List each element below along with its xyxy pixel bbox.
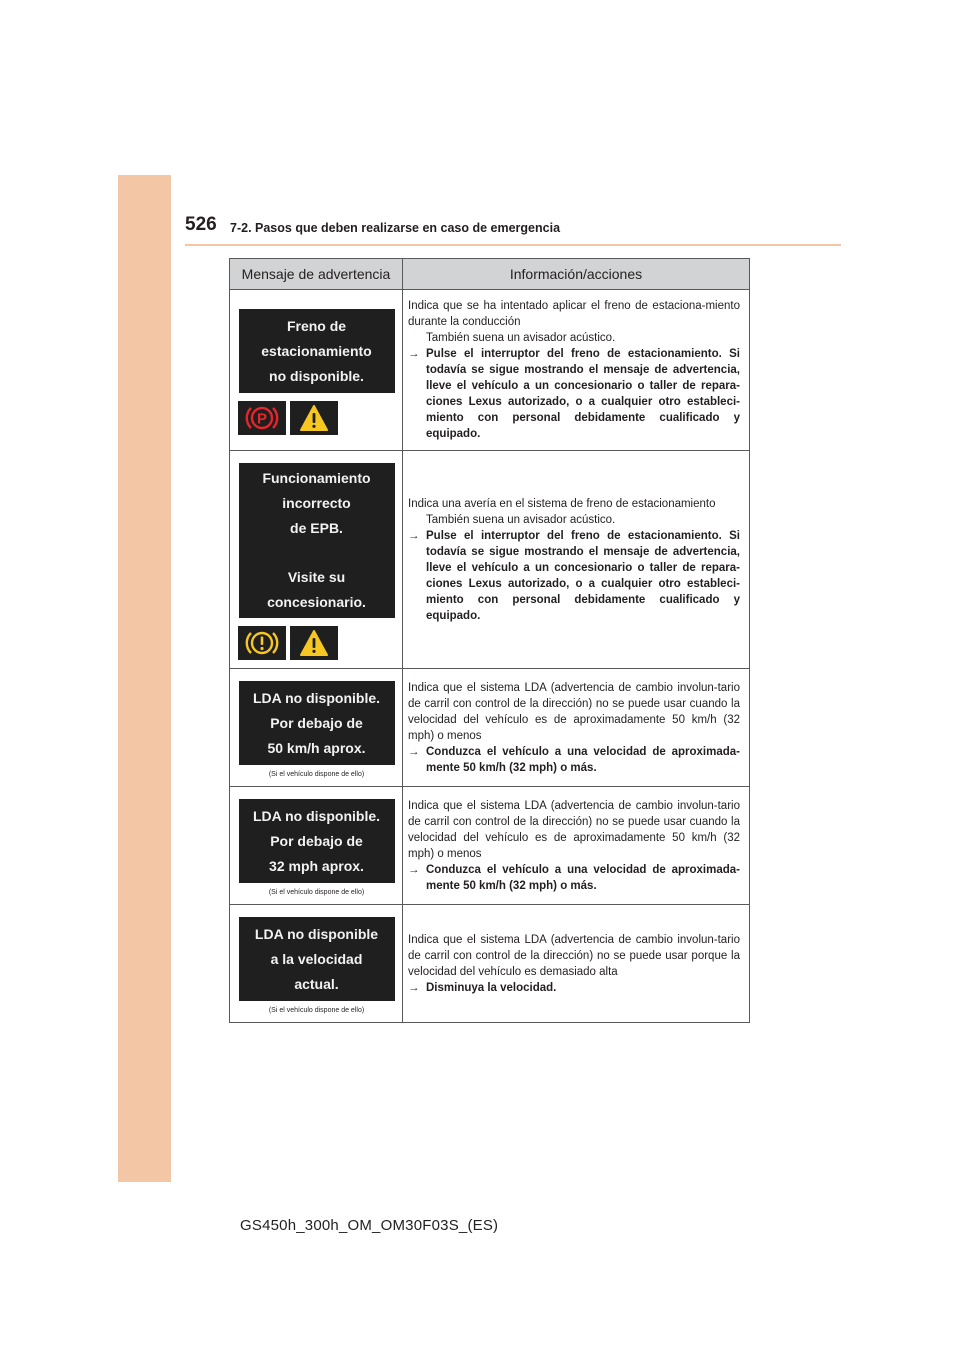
action-text: Conduzca el vehículo a una velocidad de aproximada-mente 50 km/h (32 mph) o más. — [426, 863, 740, 892]
table-row — [230, 669, 750, 787]
display-line: concesionario. — [267, 594, 366, 610]
action-item — [408, 528, 740, 624]
arrow-right-icon: → — [408, 348, 420, 360]
display-screen — [239, 799, 395, 883]
table-row — [230, 290, 750, 451]
info-text: Indica una avería en el sistema de freno de estacionamiento — [408, 497, 716, 510]
action-text: Pulse el interruptor del freno de estacionamiento. Si todavía se sigue mostrando el mensaje de advertencia, lleve el vehículo a un concesionario o taller de repara-ciones Lexus autorizado, o a cualquier otro estableci-miento con personal debidamente cualificado y equipado. — [426, 348, 740, 440]
display-line: Por debajo de — [270, 714, 363, 731]
display-line: estacionamiento — [261, 342, 372, 359]
action-text: Disminuya la velocidad. — [426, 981, 557, 994]
section-title: 7-2. Pasos que deben realizarse en caso de emergencia — [230, 221, 561, 235]
arrow-right-icon: → — [408, 981, 420, 994]
display-screen — [239, 681, 395, 765]
document-code: GS450h_300h_OM_OM30F03S_(ES) — [240, 1217, 499, 1234]
message-cell — [230, 451, 403, 669]
info-text: Indica que se ha intentado aplicar el freno de estaciona-miento durante la conducción — [408, 300, 740, 328]
info-text: Indica que el sistema LDA (advertencia de cambio involun-tario de carril con control de la dirección) no se puede usar cuando la velocidad del vehículo es de aproximadamente 50 km/h (32 mph) o menos — [408, 799, 740, 860]
arrow-right-icon: → — [408, 529, 420, 542]
availability-note: (Si el vehículo dispone de ello) — [268, 771, 365, 778]
action-item — [408, 346, 740, 442]
arrow-right-icon: → — [408, 745, 420, 758]
brake-system-icon — [238, 626, 286, 660]
info-cell — [403, 290, 750, 451]
message-cell — [230, 905, 403, 1023]
display-screen — [239, 463, 395, 618]
action-text: Conduzca el vehículo a una velocidad de aproximada-mente 50 km/h (32 mph) o más. — [426, 745, 740, 774]
arrow-right-icon: → — [408, 863, 420, 876]
warning-triangle-icon — [290, 626, 338, 660]
header-rule — [185, 244, 841, 246]
info-text: Indica que el sistema LDA (advertencia de cambio involun-tario de carril con control de la dirección) no se puede usar cuando la velocidad del vehículo es de aproximadamente 50 km/h (32 mph) o menos — [408, 681, 740, 742]
action-item — [408, 862, 740, 894]
display-line: a la velocidad — [270, 950, 363, 967]
info-cell — [403, 451, 750, 669]
svg-text:P: P — [256, 410, 268, 428]
display-line: LDA no disponible. — [252, 689, 381, 706]
parking-brake-icon — [238, 401, 286, 435]
table-row — [230, 787, 750, 905]
action-text: Pulse el interruptor del freno de estacionamiento. Si todavía se sigue mostrando el mensaje de advertencia, lleve el vehículo a un concesionario o taller de repara-ciones Lexus autorizado, o a cualquier otro estableci-miento con personal debidamente cualificado y equipado. — [426, 529, 740, 622]
display-spacer — [239, 541, 395, 565]
info-cell — [403, 905, 750, 1023]
message-cell — [230, 787, 403, 905]
table-row — [230, 451, 750, 669]
page-header — [185, 214, 841, 248]
availability-note: (Si el vehículo dispone de ello) — [268, 1007, 365, 1014]
table-header-row — [230, 259, 750, 290]
display-screen — [239, 917, 395, 1001]
indicator-icons — [238, 626, 396, 660]
info-subtext: También suena un avisador acústico. — [426, 332, 616, 344]
info-text: Indica que el sistema LDA (advertencia de cambio involun-tario de carril con control de la dirección) no se puede usar porque la velocidad del vehículo es demasiado alta — [408, 933, 740, 978]
display-line: actual. — [294, 975, 339, 992]
display-line: incorrecto — [282, 495, 351, 511]
display-line: Por debajo de — [270, 832, 363, 849]
action-item — [408, 744, 740, 776]
display-line: Funcionamiento — [262, 470, 371, 486]
page-number: 526 — [185, 214, 217, 235]
table-row — [230, 905, 750, 1023]
info-subtext: También suena un avisador acústico. — [426, 513, 616, 526]
warning-triangle-icon — [290, 401, 338, 435]
warning-message-table — [229, 258, 750, 1023]
display-line: de EPB. — [290, 520, 343, 536]
display-line: Freno de — [286, 317, 347, 334]
display-screen — [239, 309, 395, 393]
display-line: 50 km/h aprox. — [267, 739, 366, 756]
indicator-icons — [238, 401, 396, 435]
display-line: Visite su — [287, 569, 346, 585]
display-line: 32 mph aprox. — [269, 857, 364, 874]
column-header-info: Información/acciones — [403, 259, 750, 290]
message-cell — [230, 290, 403, 451]
availability-note: (Si el vehículo dispone de ello) — [268, 889, 365, 896]
display-line: no disponible. — [269, 367, 364, 384]
message-cell — [230, 669, 403, 787]
info-cell — [403, 787, 750, 905]
column-header-message: Mensaje de advertencia — [230, 259, 403, 290]
info-cell — [403, 669, 750, 787]
display-line: LDA no disponible — [254, 925, 379, 942]
side-tab-band — [118, 175, 171, 1182]
display-line: LDA no disponible. — [252, 807, 381, 824]
action-item — [408, 980, 740, 996]
